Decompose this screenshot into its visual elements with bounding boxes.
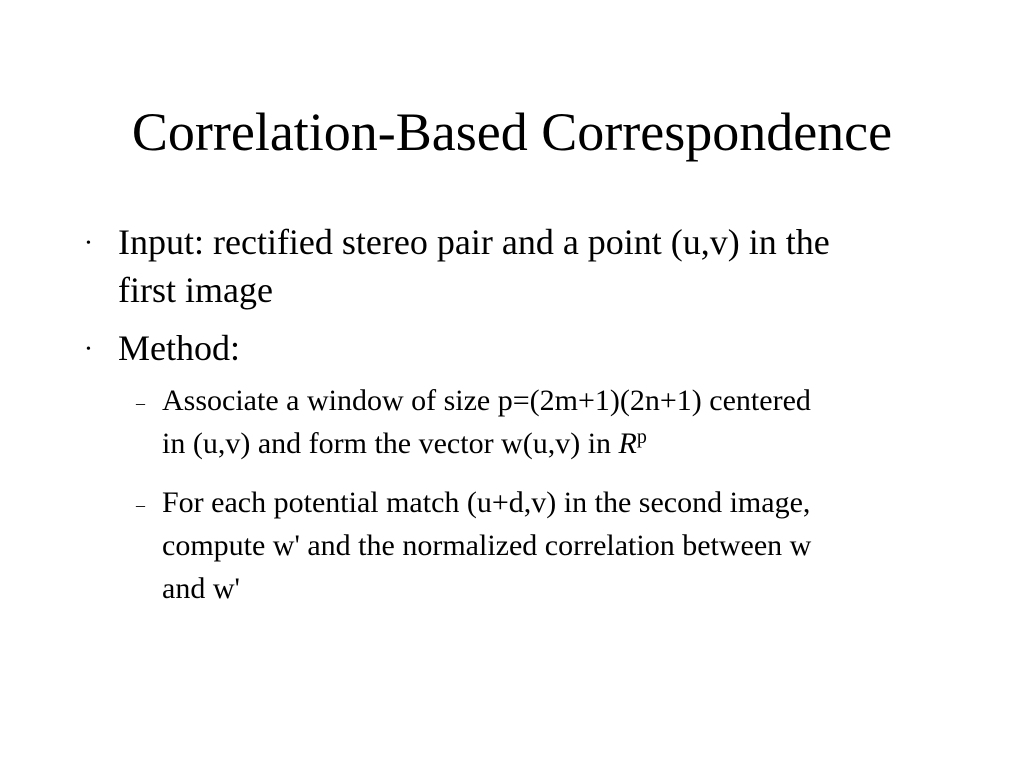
sub-bullet-dash-icon: – xyxy=(136,393,145,413)
sub-bullet-window-line-2 xyxy=(162,422,962,465)
sub-bullet-dash-icon: – xyxy=(136,495,145,515)
bullet-dot-icon: • xyxy=(86,236,91,251)
sub-bullet-match-line-1: For each potential match (u+d,v) in the second image, xyxy=(162,486,811,519)
math-R: R xyxy=(618,427,637,460)
sub-bullet-match-line-2: compute w' and the normalized correlation between w xyxy=(162,529,812,562)
math-superscript-p: p xyxy=(636,426,647,448)
sub-bullet-match-line-3: and w' xyxy=(162,572,240,605)
slide-title: Correlation-Based Correspondence xyxy=(131,102,893,162)
sub-bullet-window-line-2-text: in (u,v) and form the vector w(u,v) in xyxy=(162,427,619,460)
bullet-input-line-2: first image xyxy=(118,270,273,310)
bullet-dot-icon: • xyxy=(86,342,91,357)
bullet-input-line-1: Input: rectified stereo pair and a point (u,v) in the xyxy=(118,222,830,262)
sub-bullet-window-line-1: Associate a window of size p=(2m+1)(2n+1) centered xyxy=(162,384,811,417)
bullet-method: Method: xyxy=(118,328,240,368)
